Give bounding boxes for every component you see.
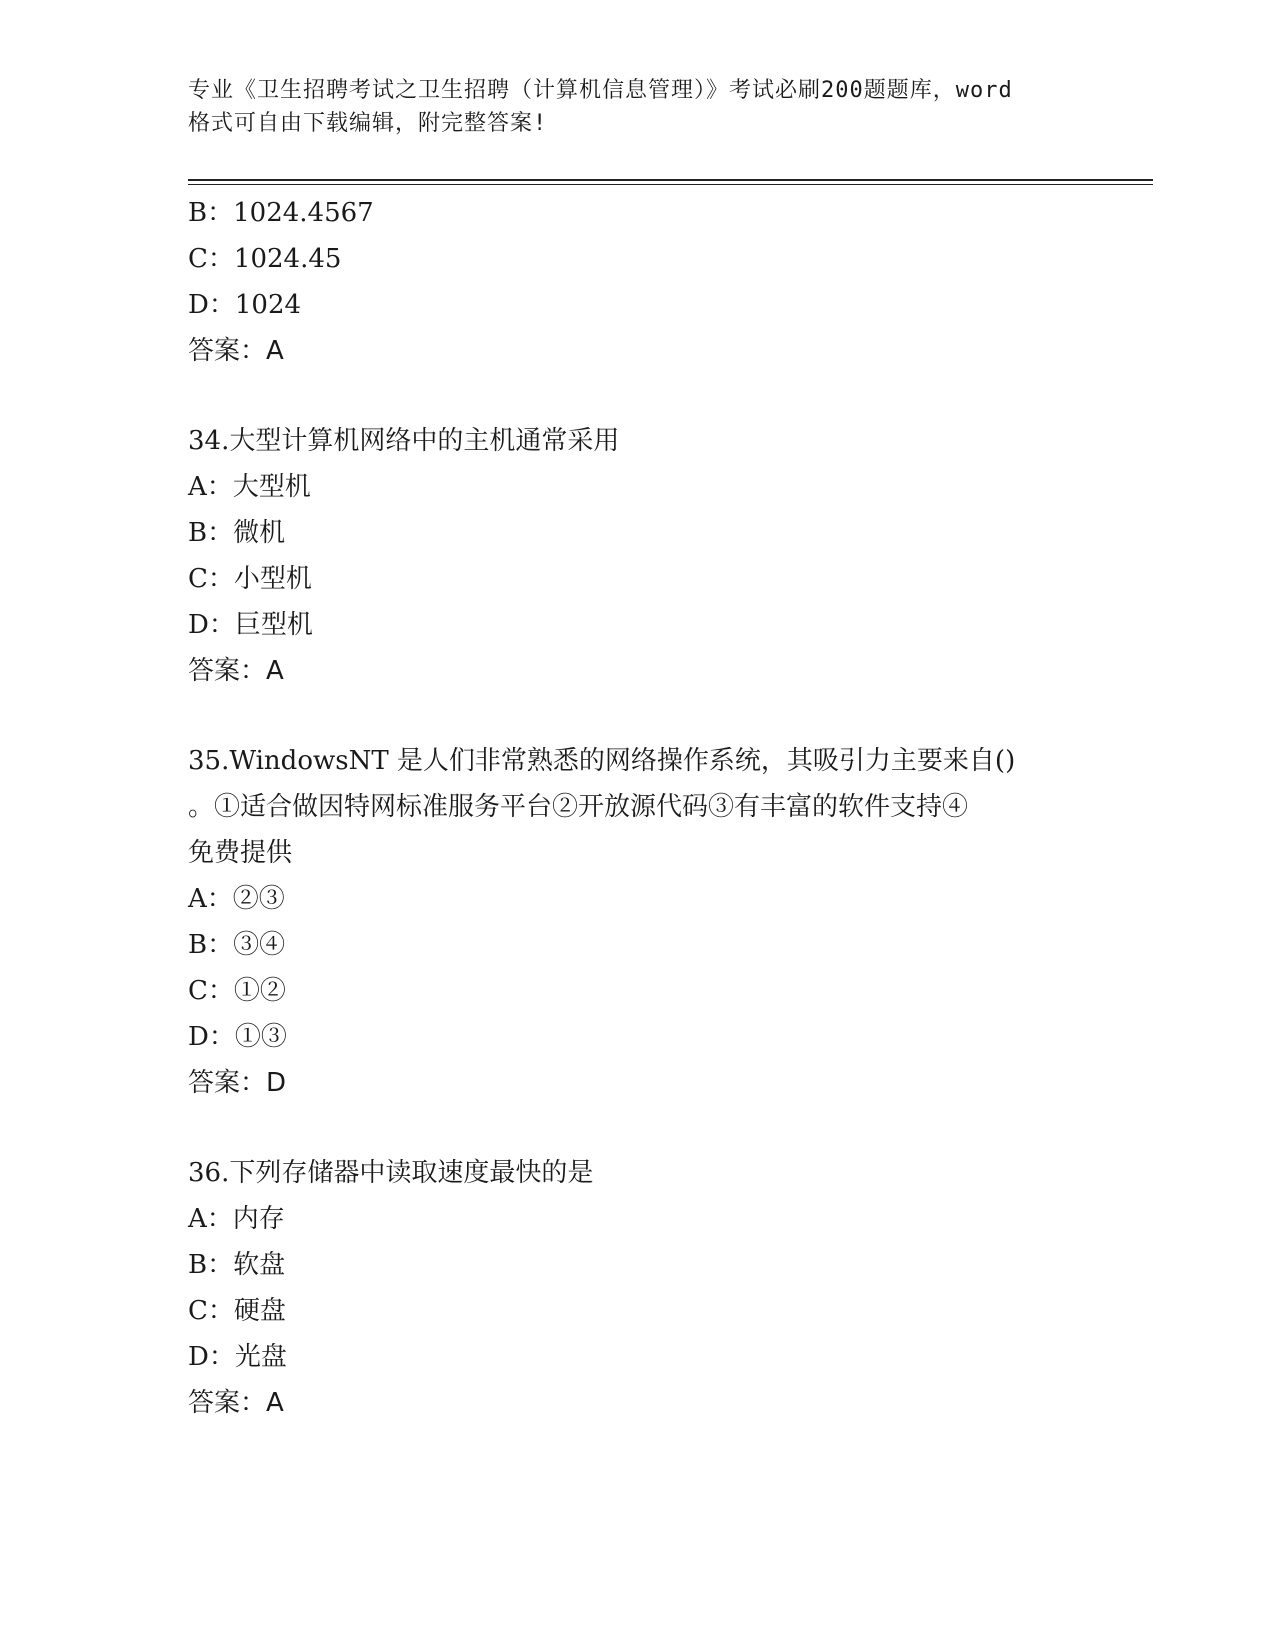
question-stem-line-3: 免费提供	[188, 838, 293, 868]
option-b: B：1024.4567	[188, 198, 374, 228]
answer-line: 答案：D	[188, 1068, 287, 1098]
question-34-block	[188, 418, 1068, 694]
answer-line: 答案：A	[188, 1388, 284, 1418]
question-stem-line-1: 35.WindowsNT 是人们非常熟悉的网络操作系统，其吸引力主要来自()	[188, 746, 1016, 776]
header-line-2: 格式可自由下载编辑，附完整答案!	[188, 111, 548, 136]
answer-line: 答案：A	[188, 336, 284, 366]
option-a: A：②③	[188, 884, 285, 914]
question-content	[188, 190, 1068, 1426]
prev-question-block	[188, 190, 1068, 374]
question-stem-line-2: 。①适合做因特网标准服务平台②开放源代码③有丰富的软件支持④	[188, 792, 969, 822]
option-c: C：硬盘	[188, 1296, 286, 1326]
option-d: D：①③	[188, 1022, 287, 1052]
option-b: B：③④	[188, 930, 286, 960]
question-stem: 36.下列存储器中读取速度最快的是	[188, 1158, 594, 1188]
option-c: C：①②	[188, 976, 286, 1006]
option-a: A：内存	[188, 1204, 285, 1234]
option-c: C：1024.45	[188, 244, 342, 274]
option-b: B：软盘	[188, 1250, 286, 1280]
option-c: C：小型机	[188, 564, 312, 594]
header-divider-thick	[188, 179, 1153, 181]
answer-line: 答案：A	[188, 656, 284, 686]
document-header	[188, 74, 1088, 140]
question-stem: 34.大型计算机网络中的主机通常采用	[188, 426, 620, 456]
question-35-block	[188, 738, 1068, 1106]
option-a: A：大型机	[188, 472, 311, 502]
header-divider-thin	[188, 184, 1153, 185]
option-d: D：1024	[188, 290, 302, 320]
question-36-block	[188, 1150, 1068, 1426]
option-d: D：巨型机	[188, 610, 313, 640]
option-b: B：微机	[188, 518, 286, 548]
header-line-1: 专业《卫生招聘考试之卫生招聘（计算机信息管理）》考试必刷200题题库，word	[188, 78, 1013, 103]
option-d: D：光盘	[188, 1342, 287, 1372]
